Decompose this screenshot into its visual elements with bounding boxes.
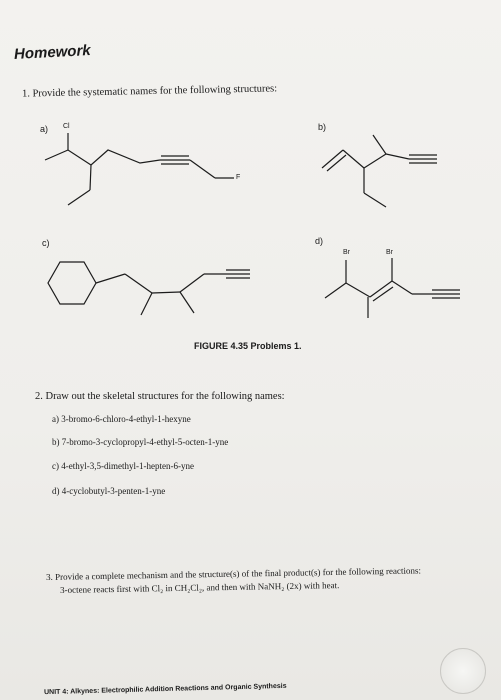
- structure-d-label: d): [315, 236, 324, 246]
- footer-text: UNIT 4: Alkynes: Electrophilic Addition Reactions and Organic Synthesis: [43, 682, 287, 697]
- question-2: [35, 391, 285, 402]
- item-label: c): [52, 461, 59, 471]
- question-1-number: 1.: [21, 88, 31, 100]
- question-2-item: [52, 461, 194, 471]
- double-bond: [370, 281, 392, 297]
- compound-name: 7-bromo-3-cyclopropyl-4-ethyl-5-octen-1-yne: [61, 437, 229, 447]
- bond: [325, 283, 346, 298]
- compound-name: 4-cyclobutyl-3-penten-1-yne: [61, 486, 166, 496]
- question-2-item: [52, 437, 228, 447]
- question-2-number: 2.: [35, 391, 43, 402]
- question-3-number: 3.: [46, 571, 53, 582]
- bond: [392, 281, 412, 294]
- item-label: d): [52, 486, 60, 496]
- question-2-text: Draw out the skeletal structures for the following names:: [45, 391, 285, 402]
- structure-c-label: c): [42, 238, 50, 248]
- question-3-text: Provide a complete mechanism and the structure(s) of the final product(s) for the following reactions:: [54, 565, 422, 582]
- compound-name: 3-bromo-6-chloro-4-ethyl-1-hexyne: [61, 414, 191, 424]
- bromine-atom-label-1: Br: [343, 249, 350, 256]
- item-label: b): [52, 437, 60, 447]
- chlorine-atom-label: Cl: [63, 123, 70, 130]
- fluorine-atom-label: F: [236, 174, 241, 181]
- question-2-item: [52, 414, 191, 424]
- seal-icon: [440, 648, 486, 694]
- item-label: a): [52, 414, 59, 424]
- structure-a-label: a): [40, 124, 49, 134]
- compound-name: 4-ethyl-3,5-dimethyl-1-hepten-6-yne: [61, 461, 194, 471]
- structure-b-label: b): [318, 122, 327, 132]
- page-title: Homework: [13, 42, 92, 63]
- bond: [346, 283, 370, 297]
- question-2-item: [52, 486, 165, 496]
- question-3-reaction: 3-octene reacts first with Cl₂ in CH₂Cl₂, and then with NaNH₂ (2x) with heat.: [60, 580, 340, 595]
- bromine-atom-label-2: Br: [386, 249, 393, 256]
- figure-caption: FIGURE 4.35 Problems 1.: [194, 341, 302, 351]
- question-1-text: Provide the systematic names for the following structures:: [32, 83, 278, 100]
